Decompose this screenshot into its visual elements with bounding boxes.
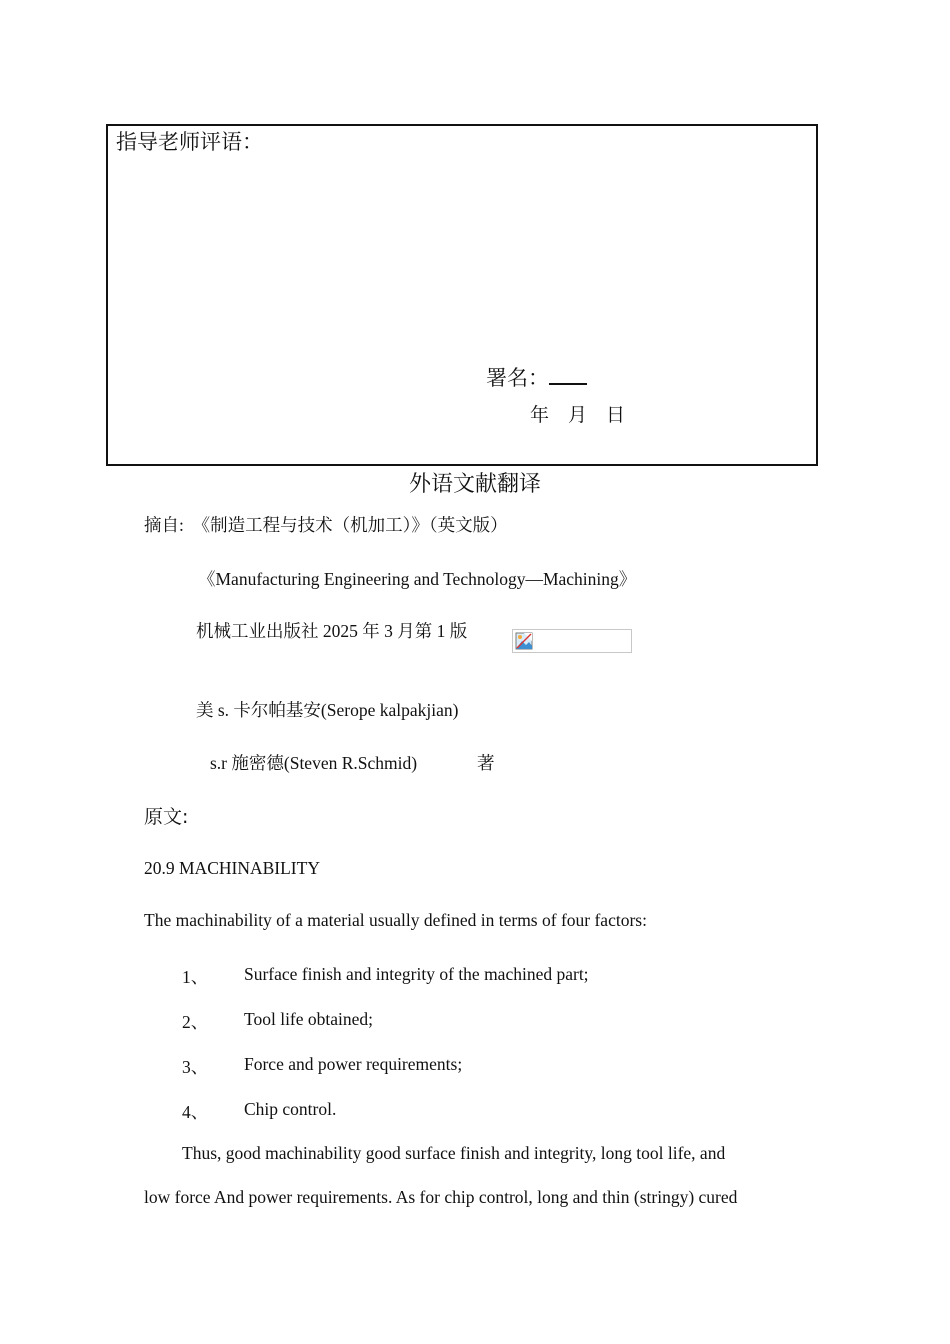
- excerpt-source-en: 《Manufacturing Engineering and Technology—Machining》: [198, 569, 637, 589]
- list-item-text: Force and power requirements;: [244, 1054, 463, 1074]
- author-suffix: 著: [477, 753, 495, 773]
- signature-blank-line: [549, 365, 587, 385]
- body-paragraph-line: low force And power requirements. As for chip control, long and thin (stringy) cured: [144, 1187, 738, 1207]
- teacher-review-box: [106, 124, 818, 466]
- excerpt-line: [144, 512, 508, 537]
- list-item-text: Chip control.: [244, 1099, 337, 1119]
- review-title: 指导老师评语：: [116, 130, 263, 154]
- list-item-text: Tool life obtained;: [244, 1009, 374, 1029]
- list-item-number: 3、: [182, 1057, 209, 1077]
- list-item-number: 1、: [182, 967, 209, 987]
- broken-image-icon: [515, 632, 533, 650]
- signature-label: 署名：: [486, 366, 549, 390]
- publisher-line: 机械工业出版社 2025 年 3 月第 1 版: [196, 621, 468, 641]
- body-paragraph-line: Thus, good machinability good surface finish and integrity, long tool life, and: [182, 1143, 726, 1163]
- section-title: 20.9 MACHINABILITY: [144, 858, 320, 878]
- page-title: 外语文献翻译: [408, 472, 541, 497]
- excerpt-source-cn: 《制造工程与技术（机加工）》（英文版）: [192, 515, 508, 535]
- author-line-2: s.r 施密德(Steven R.Schmid): [210, 753, 418, 773]
- list-item-number: 4、: [182, 1102, 209, 1122]
- date-line: 年 月 日: [530, 405, 626, 426]
- list-item-number: 2、: [182, 1012, 209, 1032]
- author-line-1: 美 s. 卡尔帕基安(Serope kalpakjian): [196, 700, 459, 720]
- signature-field: [486, 362, 587, 392]
- list-item-text: Surface finish and integrity of the machined part;: [244, 964, 589, 984]
- intro-paragraph: The machinability of a material usually defined in terms of four factors:: [144, 910, 647, 930]
- original-label: 原文:: [144, 806, 189, 828]
- broken-image-placeholder: [512, 629, 632, 653]
- excerpt-label: 摘自:: [144, 515, 184, 535]
